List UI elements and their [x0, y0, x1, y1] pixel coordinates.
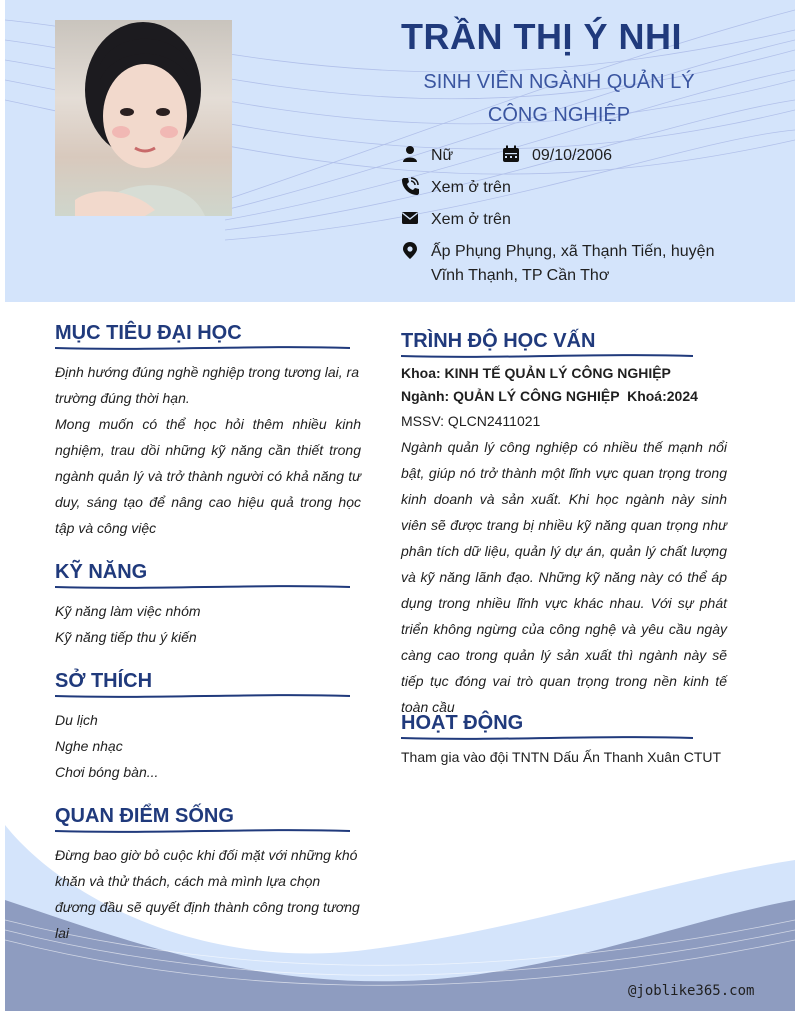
hobby-item: Nghe nhạc	[55, 738, 123, 754]
objective-line-2: Mong muốn có thể học hỏi thêm nhiều kinh nghiệm, trau dồi những kỹ năng cần thiết trong ngành quản lý và trở thành người có khả năng tư duy, sáng tạo để nâng cao hiệu quả trong học tập và công việc	[55, 416, 361, 536]
profile-photo	[55, 20, 232, 216]
skill-item: Kỹ năng làm việc nhóm	[55, 603, 201, 619]
birthdate-row	[502, 144, 612, 168]
calendar-icon	[502, 145, 520, 163]
email-row	[401, 208, 511, 232]
cv-page	[5, 0, 795, 1011]
address-row	[401, 240, 751, 288]
skill-item: Kỹ năng tiếp thu ý kiến	[55, 629, 197, 645]
activities-underline	[401, 735, 693, 741]
hobby-item: Du lịch	[55, 712, 98, 728]
education-faculty: Khoa: KINH TẾ QUẢN LÝ CÔNG NGHIỆP	[401, 365, 671, 381]
watermark: @joblike365.com	[628, 983, 755, 999]
gender-row	[401, 144, 453, 168]
philosophy-underline	[55, 828, 350, 834]
birthdate-value: 09/10/2006	[532, 147, 613, 164]
education-title: TRÌNH ĐỘ HỌC VẤN	[401, 330, 596, 352]
hobbies-underline	[55, 693, 350, 699]
objective-line-1: Định hướng đúng nghề nghiệp trong tương lai, ra trường đúng thời hạn.	[55, 364, 359, 406]
gender-value: Nữ	[431, 147, 454, 164]
philosophy-title: QUAN ĐIỂM SỐNG	[55, 805, 234, 827]
phone-row	[401, 176, 511, 200]
education-student-id: MSSV: QLCN2411021	[401, 413, 541, 429]
user-icon	[401, 145, 419, 163]
location-pin-icon	[401, 241, 419, 259]
email-value: Xem ở trên	[431, 211, 511, 228]
education-underline	[401, 353, 693, 359]
activities-text: Tham gia vào đội TNTN Dấu Ấn Thanh Xuân CTUT	[401, 749, 722, 765]
address-value: Ấp Phụng Phụng, xã Thạnh Tiến, huyện Vĩnh Thạnh, TP Cần Thơ	[431, 243, 715, 284]
candidate-name: TRẦN THỊ Ý NHI	[401, 16, 682, 57]
skills-title: KỸ NĂNG	[55, 561, 148, 583]
education-major: Ngành: QUẢN LÝ CÔNG NGHIỆP Khoá:2024	[401, 388, 698, 404]
philosophy-text: Đừng bao giờ bỏ cuộc khi đối mặt với những khó khăn và thử thách, cách mà mình lựa chọn đương đầu sẽ quyết định thành công trong tương lai	[55, 847, 360, 941]
objective-title: MỤC TIÊU ĐẠI HỌC	[55, 322, 242, 344]
education-description: Ngành quản lý công nghiệp có nhiều thế mạnh nổi bật, giúp nó trở thành một lĩnh vực quan trọng trong kinh doanh và sản xuất. Khi học ngành này sinh viên sẽ được trang bị nhiều kỹ năng quan trọng như phân tích dữ liệu, quản lý dự án, quản lý chất lượng và kỹ năng lãnh đạo. Những kỹ năng này có thể áp dụng trong nhiều lĩnh vực khác nhau. Với sự phát triển không ngừng của công nghệ và yêu cầu ngày càng cao trong quản lý sản xuất thì ngành này sẽ tiếp tục đóng vai trò quan trọng trong nền kinh tế toàn cầu	[401, 439, 727, 715]
candidate-title: SINH VIÊN NGÀNH QUẢN LÝ CÔNG NGHIỆP	[423, 71, 695, 126]
skills-underline	[55, 584, 350, 590]
activities-title: HOẠT ĐỘNG	[401, 712, 524, 734]
hobby-item: Chơi bóng bàn...	[55, 764, 159, 780]
objective-underline	[55, 345, 350, 351]
hobbies-title: SỞ THÍCH	[55, 670, 153, 692]
phone-icon	[401, 177, 419, 195]
mail-icon	[401, 209, 419, 227]
phone-value: Xem ở trên	[431, 179, 511, 196]
